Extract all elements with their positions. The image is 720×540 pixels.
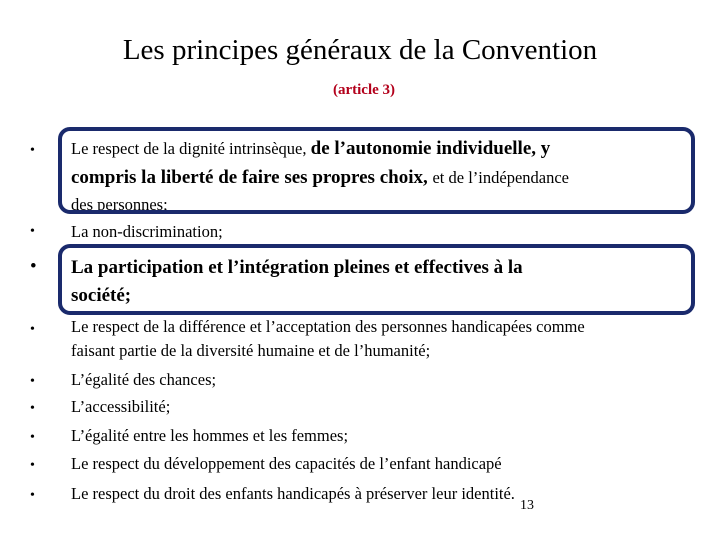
bullet-9: • bbox=[30, 488, 35, 503]
bullet-8: • bbox=[30, 458, 35, 473]
item-1-line-3: des personnes; bbox=[71, 195, 168, 214]
bullet-5: • bbox=[30, 374, 35, 389]
item-4-line-1: Le respect de la différence et l’acceptation des personnes handicapées comme bbox=[71, 317, 585, 336]
slide-subtitle: (article 3) bbox=[332, 82, 396, 98]
item-5-text: L’égalité des chances; bbox=[71, 370, 217, 389]
highlight-frame-2 bbox=[58, 244, 695, 315]
item-2-text: La non-discrimination; bbox=[71, 222, 223, 241]
item-1-line-1-b: de l’autonomie individuelle, y bbox=[310, 138, 551, 159]
item-3-line-1: La participation et l’intégration pleines et effectives à la bbox=[71, 257, 523, 278]
item-6-text: L’accessibilité; bbox=[71, 397, 171, 416]
item-1-line-1-a: Le respect de la dignité intrinsèque, bbox=[71, 139, 311, 158]
bullet-1: • bbox=[30, 143, 35, 158]
item-4-line-2: faisant partie de la diversité humaine et de l’humanité; bbox=[71, 341, 431, 360]
item-1-line-2-a: compris la liberté de faire ses propres choix, bbox=[71, 167, 433, 188]
slide-title: Les principes généraux de la Convention bbox=[122, 34, 598, 66]
bullet-2: • bbox=[30, 224, 35, 239]
item-1-line-2-b: et de l’indépendance bbox=[432, 168, 569, 187]
bullet-6: • bbox=[30, 401, 35, 416]
highlight-frame-1 bbox=[58, 127, 695, 214]
item-7-text: L’égalité entre les hommes et les femmes; bbox=[71, 426, 349, 445]
page-number: 13 bbox=[520, 498, 534, 513]
bullet-3: • bbox=[30, 256, 37, 277]
item-8-text: Le respect du développement des capacités de l’enfant handicapé bbox=[71, 454, 502, 473]
bullet-7: • bbox=[30, 430, 35, 445]
item-3-line-2: société; bbox=[71, 285, 132, 306]
item-9-text: Le respect du droit des enfants handicapés à préserver leur identité. bbox=[71, 484, 515, 503]
bullet-4: • bbox=[30, 322, 35, 337]
